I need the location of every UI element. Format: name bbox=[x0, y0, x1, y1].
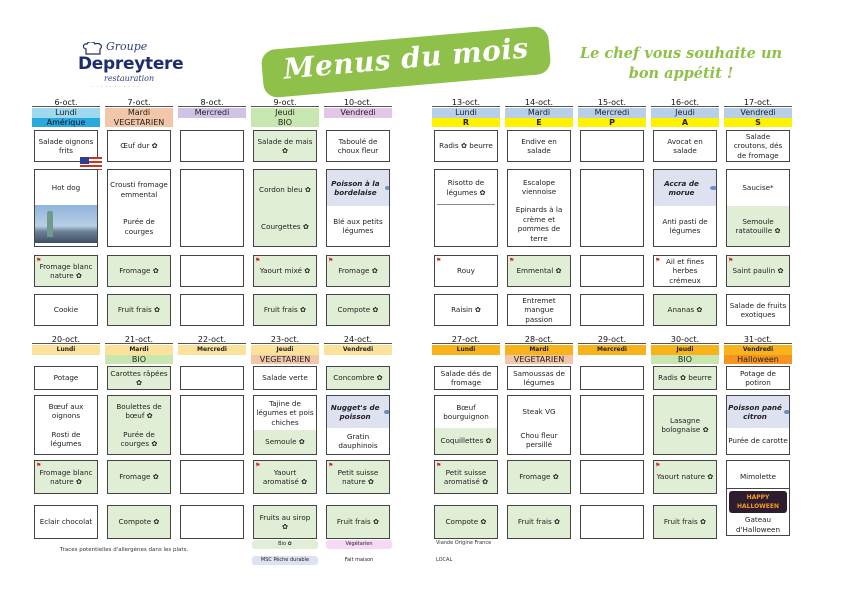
day-name: Mardi bbox=[505, 108, 573, 118]
dish-text bbox=[654, 170, 716, 206]
menu-entree-14-oct bbox=[507, 130, 571, 162]
side-text: Rosti de légumes bbox=[50, 429, 82, 448]
dish-text: Crousti fromage emmental bbox=[110, 180, 168, 199]
legend-msc: MSC Pêche durable bbox=[252, 556, 318, 565]
menu-dessert-23-oct bbox=[253, 505, 317, 539]
dish-text: Fromage blanc nature ✿ bbox=[39, 261, 93, 280]
menu-plat-15-oct bbox=[580, 169, 644, 247]
dish-text: Steak VG bbox=[522, 407, 556, 417]
menu-dessert-22-oct bbox=[180, 505, 244, 539]
day-header-20-oct bbox=[32, 335, 100, 355]
dish-text: Cordon bleu ✿ bbox=[259, 184, 311, 194]
page-title: Menus du mois bbox=[282, 31, 530, 86]
side-text: Epinards à la crème et pommes de terre bbox=[515, 205, 563, 243]
dish-text: Bœuf bourguignon bbox=[443, 402, 489, 421]
dish-text: Fruit frais ✿ bbox=[663, 517, 707, 527]
day-date: 17-oct. bbox=[724, 98, 792, 107]
menu-dessert-15-oct bbox=[580, 294, 644, 326]
dish-label: Accra de morue bbox=[664, 178, 699, 197]
menu-entree-13-oct bbox=[434, 130, 498, 162]
dish-text: Compote ✿ bbox=[337, 305, 379, 315]
dish-text: Œuf dur ✿ bbox=[120, 141, 158, 151]
day-header-24-oct bbox=[324, 335, 392, 355]
day-header-14-oct bbox=[505, 98, 573, 127]
day-theme: Halloween bbox=[724, 355, 792, 364]
menu-dessert-28-oct bbox=[507, 505, 571, 539]
dish-text: Radis ✿ beurre bbox=[658, 373, 712, 383]
msc-fish-icon bbox=[710, 186, 716, 190]
side-text: Purée de courges ✿ bbox=[120, 429, 158, 448]
dish-text: Lasagne bolognaise ✿ bbox=[661, 415, 709, 434]
legend-bio: Bio ✿ bbox=[252, 540, 318, 549]
dish-text: Fruit frais ✿ bbox=[517, 517, 561, 527]
day-date: 9-oct. bbox=[251, 98, 319, 107]
dish-text: Rouy bbox=[457, 266, 475, 276]
france-flag-icon: ⚑ bbox=[509, 257, 515, 264]
day-date: 7-oct. bbox=[105, 98, 173, 107]
msc-fish-icon bbox=[384, 410, 389, 414]
menu-dessert-6-oct bbox=[34, 294, 98, 326]
day-header-10-oct bbox=[324, 98, 392, 118]
dish-text: Salade de mais ✿ bbox=[257, 136, 313, 155]
day-header-16-oct bbox=[651, 98, 719, 127]
menu-plat-28-oct bbox=[507, 395, 571, 455]
day-header-28-oct bbox=[505, 335, 573, 364]
day-theme: VEGETARIEN bbox=[505, 355, 573, 364]
dish-label: Poisson pané citron bbox=[728, 402, 782, 421]
dish-label: Poisson à la bordelaise bbox=[331, 178, 380, 197]
slogan-line-2: bon appétit ! bbox=[628, 65, 734, 82]
menu-entree-17-oct bbox=[726, 130, 790, 162]
menu-plat-9-oct bbox=[253, 169, 317, 247]
menu-dessert-29-oct bbox=[580, 505, 644, 539]
dish-text: Raisin ✿ bbox=[451, 305, 481, 315]
menu-plat-27-oct bbox=[434, 395, 498, 455]
day-date: 23-oct. bbox=[251, 335, 319, 344]
menu-dessert-24-oct bbox=[326, 505, 390, 539]
day-name: Mercredi bbox=[178, 108, 246, 118]
dish-text: Mimolette bbox=[739, 472, 777, 482]
menu-plat-16-oct bbox=[653, 169, 717, 247]
menu-laitage-15-oct bbox=[580, 255, 644, 287]
menu-laitage-13-oct bbox=[434, 255, 498, 287]
dish-text: Petit suisse aromatisé ✿ bbox=[443, 467, 489, 486]
day-name: Jeudi bbox=[651, 108, 719, 118]
day-date: 27-oct. bbox=[432, 335, 500, 344]
menu-laitage-29-oct bbox=[580, 460, 644, 494]
day-theme: BIO bbox=[251, 118, 319, 127]
dish-text: Fromage ✿ bbox=[119, 472, 159, 482]
menu-plat-21-oct bbox=[107, 395, 171, 455]
day-date: 31-oct. bbox=[724, 335, 792, 344]
day-header-23-oct bbox=[251, 335, 319, 364]
dish-label: Nugget's de poisson bbox=[330, 402, 380, 421]
france-flag-icon: ⚑ bbox=[655, 462, 661, 469]
dish-text: Fruit frais ✿ bbox=[117, 305, 161, 315]
menu-dessert-10-oct bbox=[326, 294, 390, 326]
menu-laitage-6-oct bbox=[34, 255, 98, 287]
menu-entree-9-oct bbox=[253, 130, 317, 162]
day-date: 28-oct. bbox=[505, 335, 573, 344]
menu-plat-13-oct bbox=[434, 169, 498, 247]
side-text: Anti pasti de légumes bbox=[662, 216, 708, 235]
dish-text: Salade de fruits exotiques bbox=[729, 300, 787, 319]
day-theme: R bbox=[432, 118, 500, 127]
menu-laitage-9-oct bbox=[253, 255, 317, 287]
day-header-9-oct bbox=[251, 98, 319, 127]
menu-dessert-31-oct bbox=[726, 488, 790, 536]
dish-text: Saucise* bbox=[742, 183, 774, 193]
dish-text: Emmental ✿ bbox=[516, 266, 562, 276]
menu-entree-10-oct bbox=[326, 130, 390, 162]
statue-of-liberty-image bbox=[35, 205, 97, 243]
dish-text: Yaourt nature ✿ bbox=[656, 472, 714, 482]
menu-entree-7-oct bbox=[107, 130, 171, 162]
legend-vegetarien: Végétarien bbox=[326, 540, 392, 549]
dish-text: Ail et fines herbes crémeux bbox=[666, 256, 704, 285]
dish-text: Avocat en salade bbox=[667, 136, 703, 155]
france-flag-icon: ⚑ bbox=[655, 257, 661, 264]
menu-laitage-30-oct bbox=[653, 460, 717, 494]
day-theme: BIO bbox=[651, 355, 719, 364]
menu-laitage-10-oct bbox=[326, 255, 390, 287]
logo-sub-text: restauration bbox=[104, 74, 155, 83]
menu-entree-28-oct bbox=[507, 366, 571, 390]
dish-text: Fromage ✿ bbox=[119, 266, 159, 276]
menu-entree-22-oct bbox=[180, 366, 244, 390]
menu-dessert-16-oct bbox=[653, 294, 717, 326]
day-name: Vendredi bbox=[324, 345, 392, 355]
day-date: 20-oct. bbox=[32, 335, 100, 344]
halloween-text: HAPPY HALLOWEEN bbox=[736, 493, 780, 510]
day-theme: Amérique bbox=[32, 118, 100, 127]
day-name: Lundi bbox=[432, 108, 500, 118]
day-name: Vendredi bbox=[724, 345, 792, 355]
menu-entree-15-oct bbox=[580, 130, 644, 162]
day-header-7-oct bbox=[105, 98, 173, 127]
dish-text: Salade croutons, dés de fromage bbox=[733, 131, 783, 160]
day-theme: VEGETARIEN bbox=[251, 355, 319, 364]
menu-plat-24-oct bbox=[326, 395, 390, 455]
day-date: 8-oct. bbox=[178, 98, 246, 107]
menu-plat-7-oct bbox=[107, 169, 171, 247]
day-name: Mercredi bbox=[178, 345, 246, 355]
menu-dessert-21-oct bbox=[107, 505, 171, 539]
menu-laitage-21-oct bbox=[107, 460, 171, 494]
slogan-line-1: Le chef vous souhaite un bbox=[579, 45, 783, 62]
day-header-17-oct bbox=[724, 98, 792, 127]
dish-text bbox=[327, 396, 389, 428]
france-flag-icon: ⚑ bbox=[728, 257, 734, 264]
menu-laitage-17-oct bbox=[726, 255, 790, 287]
menu-laitage-14-oct bbox=[507, 255, 571, 287]
menu-plat-20-oct bbox=[34, 395, 98, 455]
legend-viande-origine-france: Viande Origine France bbox=[436, 540, 492, 546]
side-text: Chou fleur persillé bbox=[520, 430, 558, 449]
menu-laitage-24-oct bbox=[326, 460, 390, 494]
legend-local: LOCAL bbox=[436, 557, 453, 563]
day-date: 21-oct. bbox=[105, 335, 173, 344]
msc-fish-icon bbox=[385, 186, 389, 190]
menu-plat-31-oct bbox=[726, 395, 790, 455]
menu-plat-22-oct bbox=[180, 395, 244, 455]
menu-plat-23-oct bbox=[253, 395, 317, 455]
side-text: Gratin dauphinois bbox=[338, 431, 378, 450]
day-header-31-oct bbox=[724, 335, 792, 364]
dish-text: Fromage ✿ bbox=[338, 266, 378, 276]
menu-laitage-8-oct bbox=[180, 255, 244, 287]
dish-text: Potage bbox=[53, 373, 79, 383]
chef-slogan bbox=[566, 44, 796, 84]
day-date: 16-oct. bbox=[651, 98, 719, 107]
dish-text: Risotto de légumes ✿ bbox=[437, 171, 495, 205]
dish-text: Fromage blanc nature ✿ bbox=[39, 467, 93, 486]
day-date: 15-oct. bbox=[578, 98, 646, 107]
halloween-image bbox=[729, 491, 787, 513]
day-name: Jeudi bbox=[251, 345, 319, 355]
menu-dessert-13-oct bbox=[434, 294, 498, 326]
day-date: 30-oct. bbox=[651, 335, 719, 344]
day-name: Lundi bbox=[32, 108, 100, 118]
menu-entree-29-oct bbox=[580, 366, 644, 390]
france-flag-icon: ⚑ bbox=[328, 462, 334, 469]
france-flag-icon: ⚑ bbox=[436, 462, 442, 469]
day-date: 14-oct. bbox=[505, 98, 573, 107]
day-header-27-oct bbox=[432, 335, 500, 355]
france-flag-icon: ⚑ bbox=[36, 462, 42, 469]
side-text: Semoule ratatouille ✿ bbox=[727, 206, 789, 246]
day-name: Mercredi bbox=[578, 108, 646, 118]
dish-text: Carottes râpées ✿ bbox=[110, 368, 168, 387]
dish-text: Fromage ✿ bbox=[519, 472, 559, 482]
day-date: 13-oct. bbox=[432, 98, 500, 107]
dish-text: Yaourt mixé ✿ bbox=[259, 266, 311, 276]
menu-laitage-28-oct bbox=[507, 460, 571, 494]
menu-plat-17-oct bbox=[726, 169, 790, 247]
company-logo bbox=[78, 40, 198, 92]
day-theme: E bbox=[505, 118, 573, 127]
day-header-8-oct bbox=[178, 98, 246, 118]
menu-laitage-22-oct bbox=[180, 460, 244, 494]
menu-entree-27-oct bbox=[434, 366, 498, 390]
menu-dessert-27-oct bbox=[434, 505, 498, 539]
side-text: Coquillettes ✿ bbox=[435, 428, 497, 454]
day-name: Mardi bbox=[105, 345, 173, 355]
side-text: Blé aux petits légumes bbox=[333, 216, 383, 235]
day-theme: BIO bbox=[105, 355, 173, 364]
menu-entree-16-oct bbox=[653, 130, 717, 162]
france-flag-icon: ⚑ bbox=[436, 257, 442, 264]
menu-dessert-7-oct bbox=[107, 294, 171, 326]
day-header-30-oct bbox=[651, 335, 719, 364]
dish-text: Samoussas de légumes bbox=[513, 368, 565, 387]
menu-entree-31-oct bbox=[726, 366, 790, 390]
day-theme: A bbox=[651, 118, 719, 127]
france-flag-icon: ⚑ bbox=[255, 257, 261, 264]
menu-entree-20-oct bbox=[34, 366, 98, 390]
side-text: Purée de courges bbox=[123, 217, 155, 236]
day-header-21-oct bbox=[105, 335, 173, 364]
dish-text: Bœuf aux oignons bbox=[48, 401, 84, 420]
dish-text: Cookie bbox=[53, 305, 79, 315]
allergens-note: Traces potentielles d'allergènes dans les plats. bbox=[60, 547, 189, 553]
menu-laitage-20-oct bbox=[34, 460, 98, 494]
side-text: Purée de carotte bbox=[728, 436, 788, 446]
menu-dessert-30-oct bbox=[653, 505, 717, 539]
day-name: Jeudi bbox=[651, 345, 719, 355]
day-name: Vendredi bbox=[724, 108, 792, 118]
dish-text: Concombre ✿ bbox=[333, 373, 383, 383]
legend-fait-maison: Fait maison bbox=[344, 557, 374, 563]
day-date: 29-oct. bbox=[578, 335, 646, 344]
day-header-6-oct bbox=[32, 98, 100, 127]
menu-dessert-9-oct bbox=[253, 294, 317, 326]
france-flag-icon: ⚑ bbox=[36, 257, 42, 264]
menu-entree-8-oct bbox=[180, 130, 244, 162]
day-theme: S bbox=[724, 118, 792, 127]
day-name: Lundi bbox=[432, 345, 500, 355]
menu-dessert-20-oct bbox=[34, 505, 98, 539]
france-flag-icon: ⚑ bbox=[255, 462, 261, 469]
dish-text: Radis ✿ beurre bbox=[439, 141, 493, 151]
france-flag-icon: ⚑ bbox=[328, 257, 334, 264]
menu-entree-24-oct bbox=[326, 366, 390, 390]
dish-text: Hot dog bbox=[51, 183, 81, 193]
menu-plat-30-oct bbox=[653, 395, 717, 455]
dish-text: Compote ✿ bbox=[445, 517, 487, 527]
logo-tiny-text: · · · · · · · · · · · bbox=[92, 84, 140, 89]
day-date: 22-oct. bbox=[178, 335, 246, 344]
menu-laitage-7-oct bbox=[107, 255, 171, 287]
menu-laitage-16-oct bbox=[653, 255, 717, 287]
dish-text: Saint paulin ✿ bbox=[732, 266, 784, 276]
day-name: Mercredi bbox=[578, 345, 646, 355]
menu-entree-21-oct bbox=[107, 366, 171, 390]
menu-entree-30-oct bbox=[653, 366, 717, 390]
menu-plat-6-oct bbox=[34, 169, 98, 247]
menu-entree-23-oct bbox=[253, 366, 317, 390]
day-name: Mardi bbox=[105, 108, 173, 118]
dish-text: Endive en salade bbox=[521, 136, 557, 155]
day-name: Mardi bbox=[505, 345, 573, 355]
day-theme: VEGETARIEN bbox=[105, 118, 173, 127]
dish-text: Compote ✿ bbox=[118, 517, 160, 527]
dish-text: Fruits au sirop ✿ bbox=[259, 512, 311, 531]
logo-brand-text: Depreytere bbox=[78, 54, 184, 74]
menu-dessert-14-oct bbox=[507, 294, 571, 326]
dish-text: Fruit frais ✿ bbox=[336, 517, 380, 527]
menu-plat-10-oct bbox=[326, 169, 390, 247]
dish-text: Potage de potiron bbox=[740, 368, 776, 387]
menu-plat-29-oct bbox=[580, 395, 644, 455]
menu-laitage-23-oct bbox=[253, 460, 317, 494]
dish-text bbox=[727, 396, 789, 428]
day-name: Lundi bbox=[32, 345, 100, 355]
day-theme: P bbox=[578, 118, 646, 127]
dish-text: Gateau d'Halloween bbox=[735, 515, 781, 534]
dish-text bbox=[327, 170, 389, 206]
dish-text: Petit suisse nature ✿ bbox=[337, 467, 379, 486]
dish-text: Yaourt aromatisé ✿ bbox=[262, 467, 308, 486]
side-text: Courgettes ✿ bbox=[261, 221, 309, 231]
day-name: Vendredi bbox=[324, 108, 392, 118]
dish-text: Taboulé de choux fleur bbox=[337, 136, 379, 155]
menu-plat-14-oct bbox=[507, 169, 571, 247]
dish-text: Salade dés de fromage bbox=[440, 368, 492, 387]
msc-fish-icon bbox=[784, 410, 789, 414]
dish-text: Salade verte bbox=[262, 373, 308, 383]
day-date: 24-oct. bbox=[324, 335, 392, 344]
logo-group-text: Groupe bbox=[106, 40, 148, 53]
dish-text: Fruit frais ✿ bbox=[263, 305, 307, 315]
dish-text: Salade oignons frits bbox=[38, 136, 94, 155]
day-header-29-oct bbox=[578, 335, 646, 355]
day-date: 10-oct. bbox=[324, 98, 392, 107]
day-date: 6-oct. bbox=[32, 98, 100, 107]
menu-dessert-17-oct bbox=[726, 294, 790, 326]
day-header-13-oct bbox=[432, 98, 500, 127]
dish-text: Ananas ✿ bbox=[667, 305, 703, 315]
dish-text: Entremet mangue passion bbox=[522, 295, 556, 324]
day-header-22-oct bbox=[178, 335, 246, 355]
side-text: Semoule ✿ bbox=[254, 430, 316, 454]
dish-text: Eclair chocolat bbox=[39, 517, 93, 527]
menu-laitage-27-oct bbox=[434, 460, 498, 494]
day-name: Jeudi bbox=[251, 108, 319, 118]
dish-text: Tajine de légumes et pois chiches bbox=[256, 398, 314, 427]
menu-dessert-8-oct bbox=[180, 294, 244, 326]
dish-text: Boulettes de bœuf ✿ bbox=[116, 401, 162, 420]
dish-text: Escalope viennoise bbox=[521, 177, 557, 196]
day-header-15-oct bbox=[578, 98, 646, 127]
menu-plat-8-oct bbox=[180, 169, 244, 247]
